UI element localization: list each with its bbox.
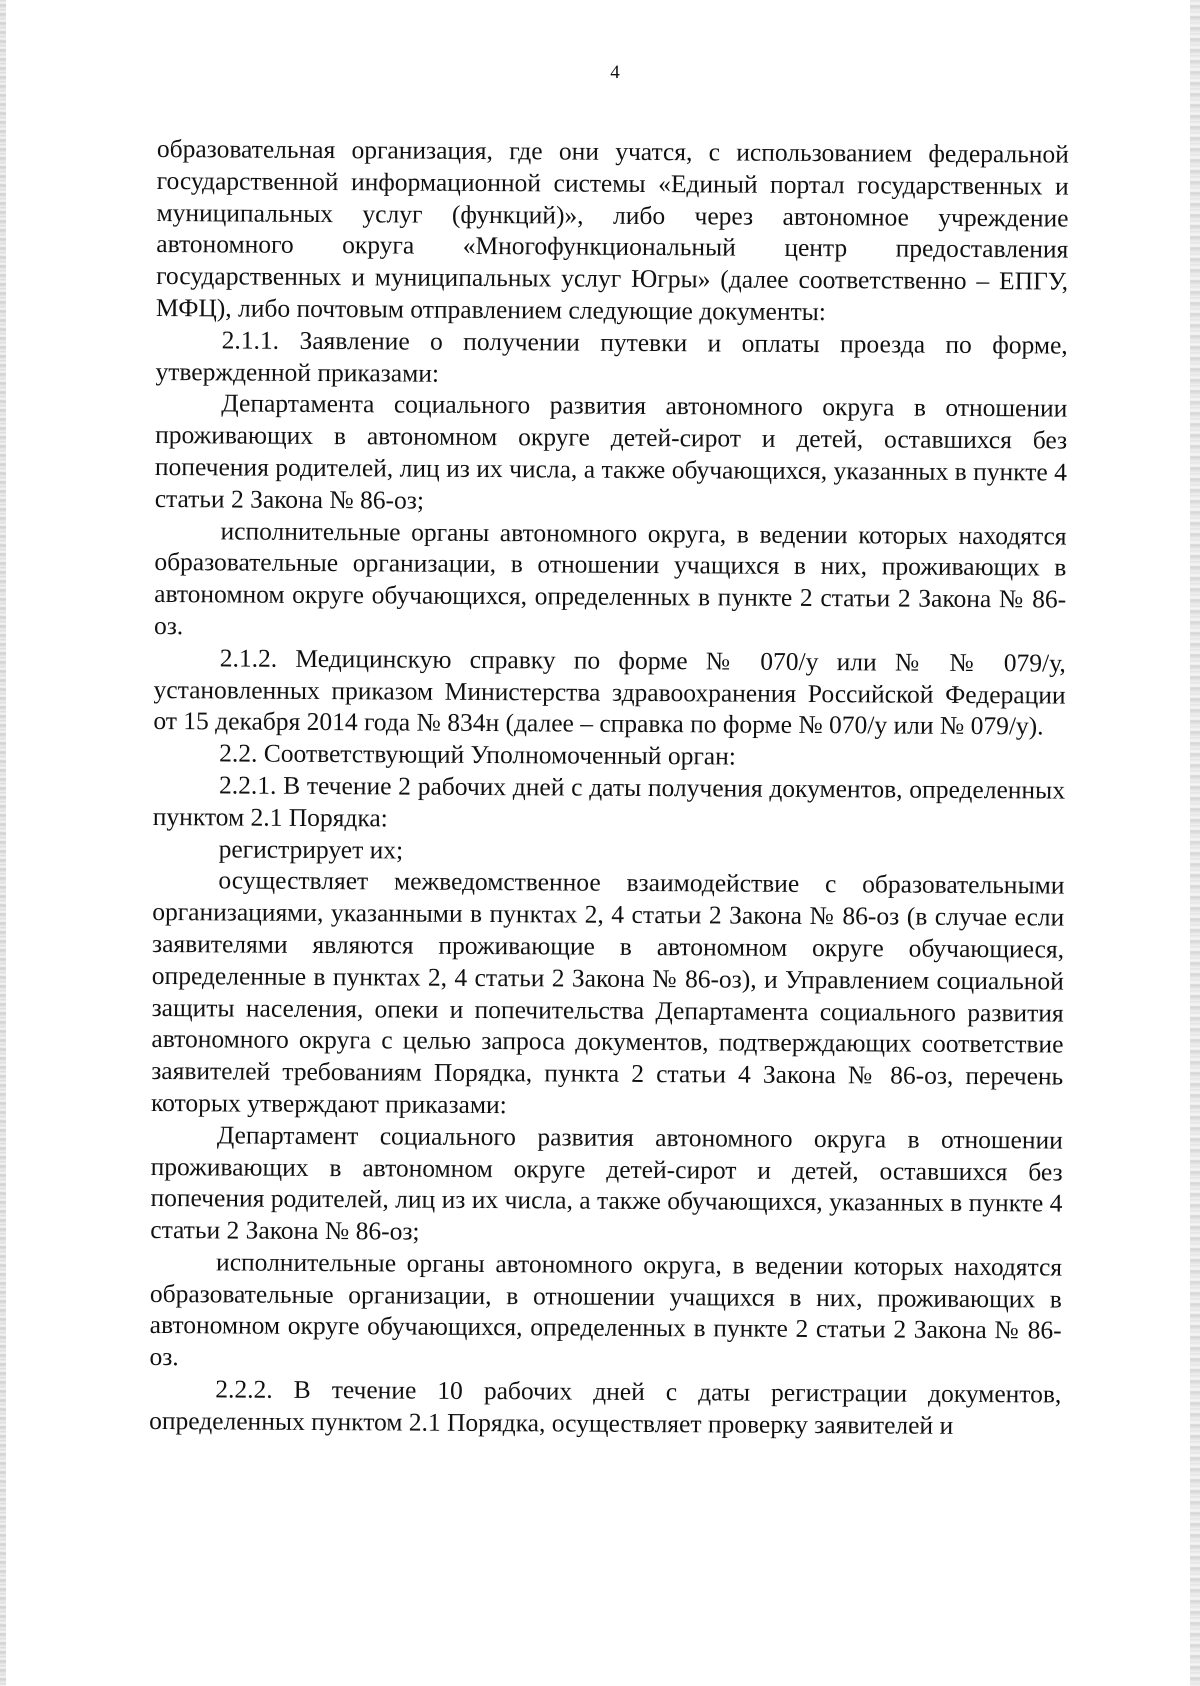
paragraph-2-1-2: 2.1.2. Медицинскую справку по форме № 070/у или № № 079/у, установленных приказом Министерства здравоохранения Российской Федерации от 15 декабря 2014 года № 834н (далее – справка по форме № 070/у или № 079/у). xyxy=(153,643,1066,741)
paragraph-intro-continuation: образовательная организация, где они учатся, с использованием федеральной государственной информационной системы «Единый портал государственных и муниципальных услуг (функций)», либо через автономное учреждение автономного округа «Многофункциональный центр предоставления государственных и муниципальных услуг Югры» (далее соответственно – ЕПГУ, МФЦ), либо почтовым отправлением следующие документы: xyxy=(155,133,1069,327)
scan-edge-left xyxy=(0,0,6,1686)
paragraph-interaction: осуществляет межведомственное взаимодействие с образовательными организациями, указанными в пунктах 2, 4 статьи 2 Закона № 86-оз (в случае если заявителями являются проживающие в автономном округе обучающиеся, определенные в пунктах 2, 4 статьи 2 Закона № 86-оз), и Управлением социальной защиты населения, опеки и попечительства Департамента социального развития автономного округа с целью запроса документов, подтверждающих соответствие заявителей требованиям Порядка, пункта 2 статьи 4 Закона № 86-оз, перечень которых утверждают приказами: xyxy=(150,865,1065,1120)
scan-edge-right xyxy=(1190,0,1200,1686)
paragraph-department-orders-2: Департамент социального развития автономного округа в отношении проживающих в автономном округе детей-сирот и детей, оставшихся без попечения родителей, лиц из их числа, а также обучающихся, указанных в пункте 4 статьи 2 Закона № 86-оз; xyxy=(150,1120,1063,1246)
document-body xyxy=(149,133,1069,1442)
paragraph-executive-bodies-2: исполнительные органы автономного округа, в ведении которых находятся образовательные организации, в отношении учащихся в них, проживающих в автономном округе обучающихся, определенных в пункте 2 статьи 2 Закона № 86-оз. xyxy=(149,1247,1063,1372)
paragraph-2-2-1: 2.2.1. В течение 2 рабочих дней с даты получения документов, определенных пунктом 2.1 Порядка: xyxy=(152,770,1066,833)
paragraph-executive-bodies: исполнительные органы автономного округа, в ведении которых находятся образовательные организации, в отношении учащихся в них, проживающих в автономном округе обучающихся, определенных в пункте 2 статьи 2 Закона № 86-оз. xyxy=(153,515,1067,641)
paragraph-2-2: 2.2. Соответствующий Уполномоченный орган: xyxy=(219,738,736,771)
paragraph-2-2-2: 2.2.2. В течение 10 рабочих дней с даты регистрации документов, определенных пунктом 2.1 Порядка, осуществляет проверку заявителей и xyxy=(149,1374,1062,1440)
paragraph-registers: регистрирует их; xyxy=(218,833,404,865)
page-number: 4 xyxy=(610,62,620,83)
paragraph-department-orders: Департамента социального развития автономного округа в отношении проживающих в автономном округе детей-сирот и детей, оставшихся без попечения родителей, лиц из их числа, а также обучающихся, указанных в пункте 4 статьи 2 Закона № 86-оз; xyxy=(154,388,1068,515)
paragraph-2-1-1: 2.1.1. Заявление о получении путевки и оплаты проезда по форме, утвержденной приказами: xyxy=(155,325,1068,388)
